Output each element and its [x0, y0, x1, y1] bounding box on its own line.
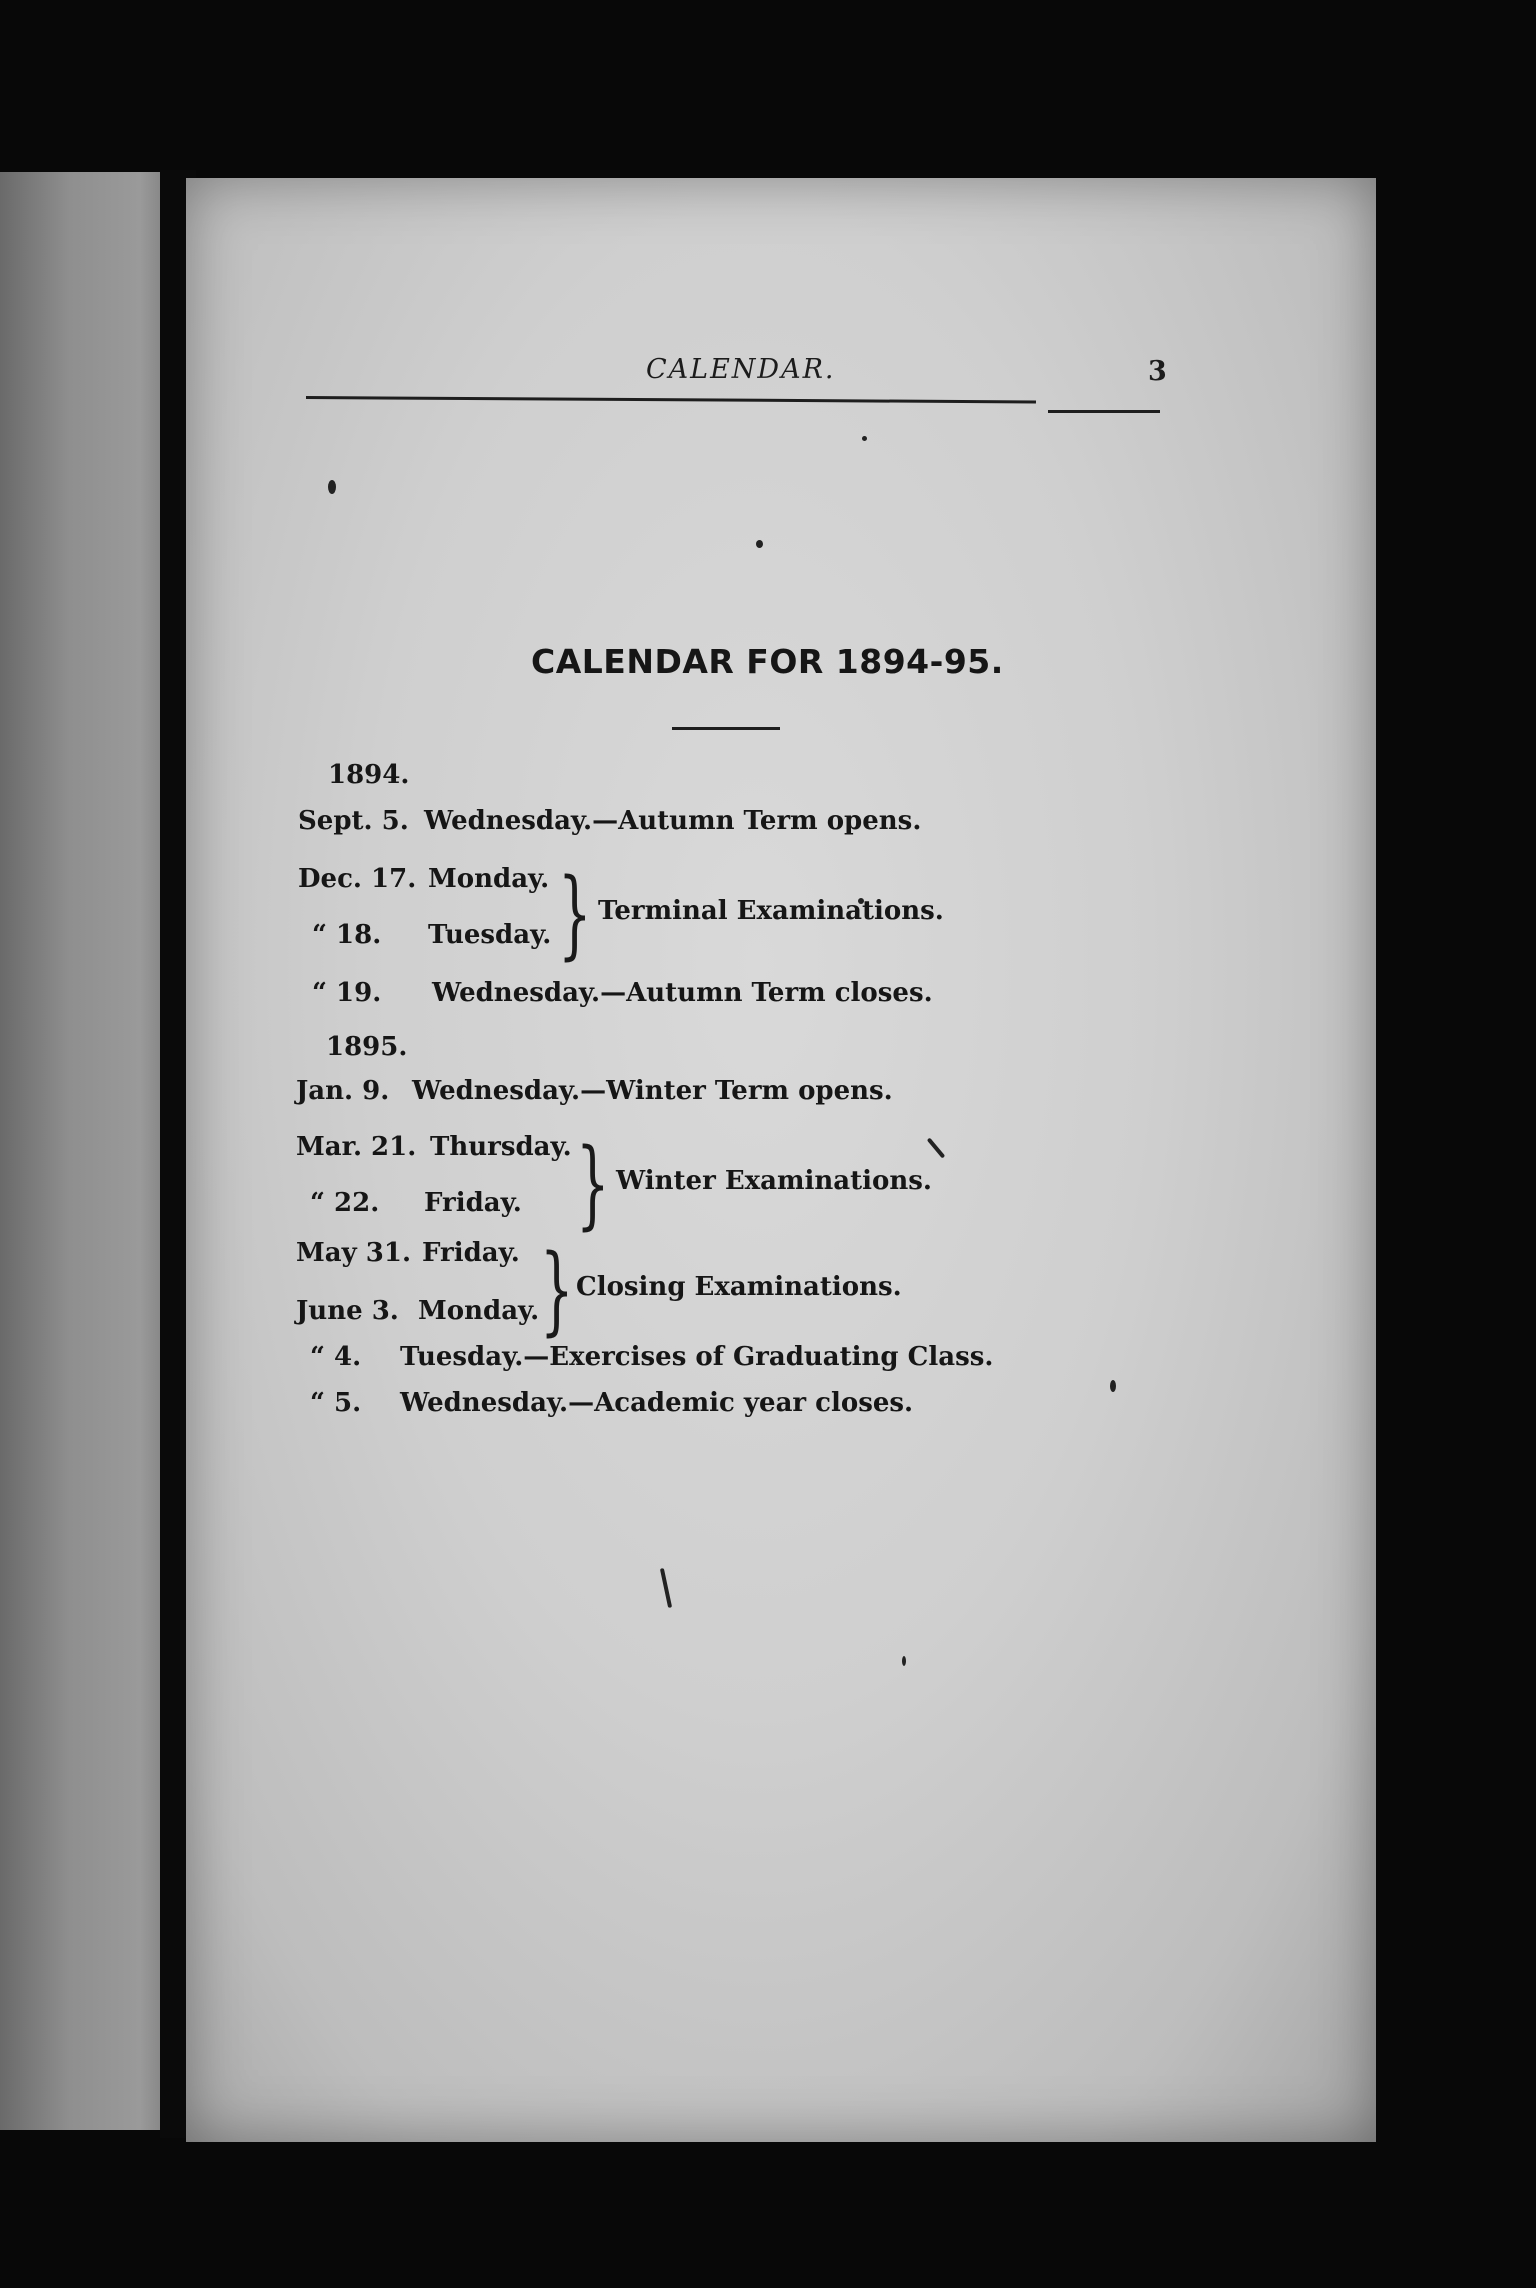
- header-rule: [306, 396, 1036, 403]
- year-heading-1894: 1894.: [328, 760, 410, 790]
- entry-text: Wednesday.—Academic year closes.: [400, 1388, 914, 1418]
- page-number: 3: [1148, 356, 1167, 387]
- group-brace: }: [540, 1234, 574, 1346]
- dust-speck: [902, 1656, 906, 1666]
- entry-date: Mar. 21.: [296, 1132, 417, 1162]
- entry-text: Friday.: [424, 1188, 522, 1218]
- title-rule: [672, 727, 780, 730]
- entry-date: “ 19.: [312, 978, 382, 1008]
- page-title: CALENDAR FOR 1894-95.: [531, 642, 1004, 681]
- group-label-terminal: Terminal Examinations.: [598, 896, 944, 926]
- entry-date: June 3.: [296, 1296, 399, 1326]
- document-page: [186, 178, 1376, 2142]
- ink-mark: [660, 1568, 672, 1608]
- group-brace: }: [576, 1128, 610, 1240]
- entry-date: “ 5.: [310, 1388, 362, 1418]
- header-rule-short: [1048, 410, 1160, 413]
- entry-text: Monday.: [418, 1296, 540, 1326]
- dust-speck: [328, 480, 336, 494]
- previous-page-edge: [0, 172, 175, 2130]
- ink-mark: [927, 1138, 945, 1159]
- entry-text: Tuesday.: [428, 920, 552, 950]
- entry-date: Sept. 5.: [298, 806, 409, 836]
- entry-text: Wednesday.—Winter Term opens.: [412, 1076, 893, 1106]
- entry-text: Monday.: [428, 864, 550, 894]
- group-label-winter: Winter Examinations.: [616, 1166, 932, 1196]
- entry-text: Thursday.: [430, 1132, 572, 1162]
- entry-date: Jan. 9.: [296, 1076, 390, 1106]
- group-brace: }: [558, 858, 592, 970]
- entry-date: “ 22.: [310, 1188, 380, 1218]
- dust-speck: [756, 540, 763, 548]
- dust-speck: [1110, 1380, 1116, 1392]
- entry-date: May 31.: [296, 1238, 412, 1268]
- entry-text: Wednesday.—Autumn Term opens.: [424, 806, 922, 836]
- entry-date: “ 18.: [312, 920, 382, 950]
- entry-text: Friday.: [422, 1238, 520, 1268]
- entry-date: Dec. 17.: [298, 864, 417, 894]
- year-heading-1895: 1895.: [326, 1032, 408, 1062]
- dust-speck: [862, 436, 867, 441]
- running-head: CALENDAR.: [646, 354, 836, 385]
- entry-date: “ 4.: [310, 1342, 362, 1372]
- entry-text: Wednesday.—Autumn Term closes.: [432, 978, 933, 1008]
- group-label-closing: Closing Examinations.: [576, 1272, 902, 1302]
- entry-text: Tuesday.—Exercises of Graduating Class.: [400, 1342, 994, 1372]
